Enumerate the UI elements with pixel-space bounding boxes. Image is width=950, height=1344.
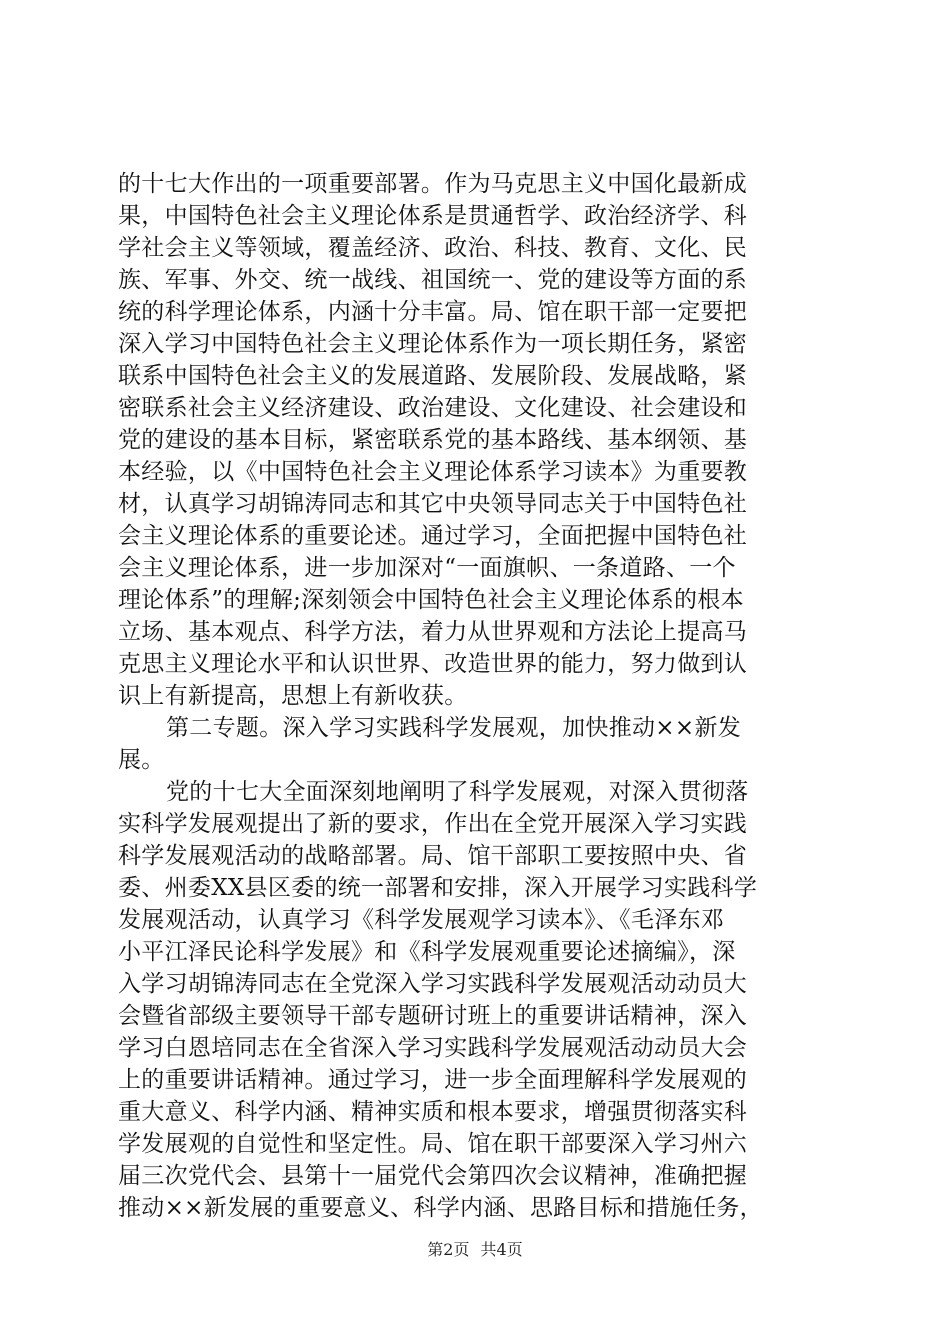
text-line: 材，认真学习胡锦涛同志和其它中央领导同志关于中国特色社 — [118, 491, 748, 517]
document-body — [118, 168, 838, 1224]
text-line: 理论体系”的理解;深刻领会中国特色社会主义理论体系的根本 — [118, 587, 744, 613]
text-line: 推动××新发展的重要意义、科学内涵、思路目标和措施任务， — [118, 1195, 763, 1221]
text-line: 上的重要讲话精神。通过学习，进一步全面理解科学发展观的 — [118, 1067, 748, 1093]
text-line: 深入学习中国特色社会主义理论体系作为一项长期任务，紧密 — [118, 331, 748, 357]
text-line: 联系中国特色社会主义的发展道路、发展阶段、发展战略，紧 — [118, 363, 748, 389]
text-line: 统的科学理论体系，内涵十分丰富。局、馆在职干部一定要把 — [118, 299, 748, 325]
text-line: 小平江泽民论科学发展》和《科学发展观重要论述摘编》，深 — [118, 939, 736, 965]
text-line: 识上有新提高，思想上有新收获。 — [118, 683, 468, 709]
page-total: 共4页 — [480, 1240, 523, 1259]
text-line: 果，中国特色社会主义理论体系是贯通哲学、政治经济学、科 — [118, 203, 748, 229]
text-line: 克思主义理论水平和认识世界、改造世界的能力，努力做到认 — [118, 651, 748, 677]
text-line: 实科学发展观提出了新的要求，作出在全党开展深入学习实践 — [118, 811, 748, 837]
text-line: 会暨省部级主要领导干部专题研讨班上的重要讲话精神，深入 — [118, 1003, 748, 1029]
text-line: 党的建设的基本目标，紧密联系党的基本路线、基本纲领、基 — [118, 427, 748, 453]
text-line: 重大意义、科学内涵、精神实质和根本要求，增强贯彻落实科 — [118, 1099, 748, 1125]
paragraph-first-line: 党的十七大全面深刻地阐明了科学发展观，对深入贯彻落 — [166, 779, 749, 805]
text-line: 发展观活动，认真学习《科学发展观学习读本》、《毛泽东邓 — [118, 907, 725, 933]
text-line: 密联系社会主义经济建设、政治建设、文化建设、社会建设和 — [118, 395, 748, 421]
section-heading: 第二专题。深入学习实践科学发展观，加快推动××新发 — [166, 715, 742, 741]
text-line: 学发展观的自觉性和坚定性。局、馆在职干部要深入学习州六 — [118, 1131, 748, 1157]
text-line: 科学发展观活动的战略部署。局、馆干部职工要按照中央、省 — [118, 843, 748, 869]
section-heading-continued: 展。 — [118, 747, 165, 773]
text-line: 入学习胡锦涛同志在全党深入学习实践科学发展观活动动员大 — [118, 971, 748, 997]
text-line: 立场、基本观点、科学方法，着力从世界观和方法论上提高马 — [118, 619, 748, 645]
text-line: 学社会主义等领域，覆盖经济、政治、科技、教育、文化、民 — [118, 235, 748, 261]
text-line: 学习白恩培同志在全省深入学习实践科学发展观活动动员大会 — [118, 1035, 748, 1061]
text-line: 的十七大作出的一项重要部署。作为马克思主义中国化最新成 — [118, 171, 748, 197]
text-line: 本经验，以《中国特色社会主义理论体系学习读本》为重要教 — [118, 459, 748, 485]
text-line: 委、州委XX县区委的统一部署和安排，深入开展学习实践科学 — [118, 875, 758, 901]
text-line: 会主义理论体系，进一步加深对“一面旗帜、一条道路、一个 — [118, 555, 736, 581]
page-number: 第2页 — [427, 1240, 470, 1259]
text-line: 族、军事、外交、统一战线、祖国统一、党的建设等方面的系 — [118, 267, 748, 293]
text-line: 届三次党代会、县第十一届党代会第四次会议精神，准确把握 — [118, 1163, 748, 1189]
page-footer — [0, 1240, 950, 1260]
text-line: 会主义理论体系的重要论述。通过学习，全面把握中国特色社 — [118, 523, 748, 549]
